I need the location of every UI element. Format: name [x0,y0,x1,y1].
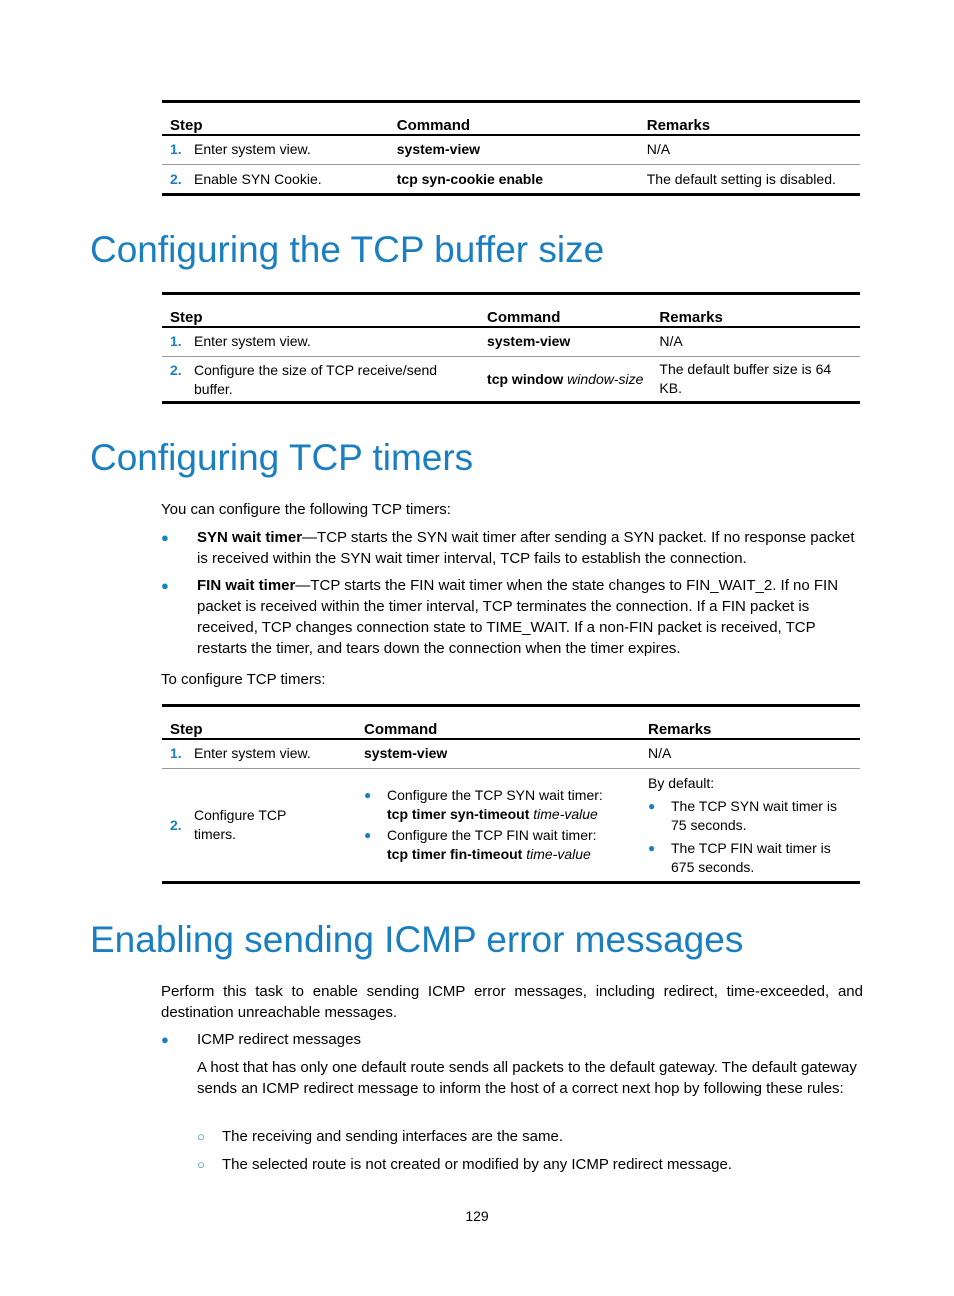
bullet-dot-icon: ● [648,840,656,855]
remarks-text: N/A [646,141,671,158]
command-text: system-view [396,141,481,158]
table-row [162,357,860,403]
list-item [648,839,846,877]
command-description: Configure the TCP SYN wait timer: [387,787,603,803]
term-description: —TCP starts the FIN wait timer when the state changes to FIN_WAIT_2. If no FIN packet is received within the timer interval, TCP terminates the connection. If a FIN packet is received, TCP changes connection state to TIME_WAIT. If a non-FIN packet is received, TCP restarts the timer, and tears down the connection when the timer expires. [197,577,839,657]
command-text: tcp timer fin-timeout [387,846,523,862]
column-header-remarks: Remarks [659,308,723,326]
column-header-remarks: Remarks [646,116,711,134]
remarks-text: The default setting is disabled. [646,170,836,187]
remarks-lead: By default: [648,774,715,791]
table-row [162,135,860,165]
list-item [364,786,632,824]
step-number: 1. [170,141,182,158]
sub-bullet-text: The selected route is not created or modified by any ICMP redirect message. [222,1156,732,1173]
term: SYN wait timer [197,529,303,546]
bullet-dot-icon: ● [364,828,372,842]
step-number: 1. [170,745,182,762]
table-row [162,165,860,195]
column-header-command: Command [396,116,471,134]
section-heading-tcp-buffer-size: Configuring the TCP buffer size [90,229,605,270]
remarks-text: The TCP SYN wait timer is 75 seconds. [671,797,837,833]
step-number: 1. [170,333,182,350]
remarks-text: N/A [659,333,683,350]
section-heading-icmp-error-messages: Enabling sending ICMP error messages [90,919,744,960]
remarks-text: The default buffer size is 64 KB. [659,361,832,396]
bullet-dot-icon: ● [161,578,169,593]
step-number: 2. [170,816,182,833]
column-header-step: Step [170,720,203,738]
command-text: tcp timer syn-timeout [387,806,530,822]
tcp-buffer-table [162,292,860,404]
body-paragraph: A host that has only one default route sends all packets to the default gateway. The default gateway sends an ICMP redirect message to inform the host of a correct next hop by following these rules: [197,1059,857,1097]
command-text: system-view [364,745,448,762]
page-number: 129 [465,1208,489,1224]
list-item [161,1029,863,1050]
list-item [161,527,863,569]
sub-bullet-text: The receiving and sending interfaces are the same. [222,1128,564,1145]
bullet-dot-icon: ● [161,1032,169,1047]
tcp-timers-table [162,704,860,884]
syn-cookie-table [162,100,860,196]
command-description: Configure the TCP FIN wait timer: [387,827,597,843]
bullet-circle-icon: ○ [197,1129,205,1144]
step-number: 2. [170,170,182,187]
step-description: Enable SYN Cookie. [194,170,322,187]
list-item [648,797,846,835]
term: FIN wait timer [197,577,296,594]
term-description: —TCP starts the SYN wait timer after sending a SYN packet. If no response packet is received within the SYN wait timer interval, TCP fails to establish the connection. [197,529,855,567]
command-list [364,786,632,864]
step-description: Enter system view. [194,141,311,158]
bullet-dot-icon: ● [364,788,372,802]
remarks-list [648,797,846,877]
section-heading-tcp-timers: Configuring TCP timers [90,437,474,478]
intro-paragraph: You can configure the following TCP timers: [161,501,451,518]
bullet-dot-icon: ● [648,798,656,813]
command-argument: window-size [567,370,644,387]
column-header-step: Step [170,116,203,134]
bullet-dot-icon: ● [161,530,169,545]
command-text: tcp syn-cookie enable [396,170,544,187]
lead-paragraph: To configure TCP timers: [161,671,326,688]
step-description: Enter system view. [194,333,311,350]
column-header-step: Step [170,308,203,326]
bullet-text: ICMP redirect messages [197,1031,361,1048]
column-header-command: Command [364,720,438,738]
step-number: 2. [170,362,182,378]
command-argument: time-value [533,806,598,822]
intro-paragraph: Perform this task to enable sending ICMP error messages, including redirect, time-exceeded, and destination unreachable messages. [161,983,863,1021]
command-argument: time-value [526,846,591,862]
list-item [364,826,632,864]
table-row [162,327,860,357]
step-description: Configure TCP timers. [194,807,287,842]
command-text: system-view [487,333,571,350]
command-text: tcp window [487,370,564,387]
remarks-text: The TCP FIN wait timer is 675 seconds. [671,839,831,875]
column-header-remarks: Remarks [648,720,712,738]
list-item [197,1154,863,1175]
step-description: Enter system view. [194,745,311,762]
bullet-circle-icon: ○ [197,1157,205,1172]
list-item [161,575,863,659]
list-item [197,1126,863,1147]
table-row [162,739,860,769]
column-header-command: Command [487,308,561,326]
remarks-text: N/A [648,745,672,762]
step-description: Configure the size of TCP receive/send buffer. [194,362,438,397]
table-row [162,769,860,883]
